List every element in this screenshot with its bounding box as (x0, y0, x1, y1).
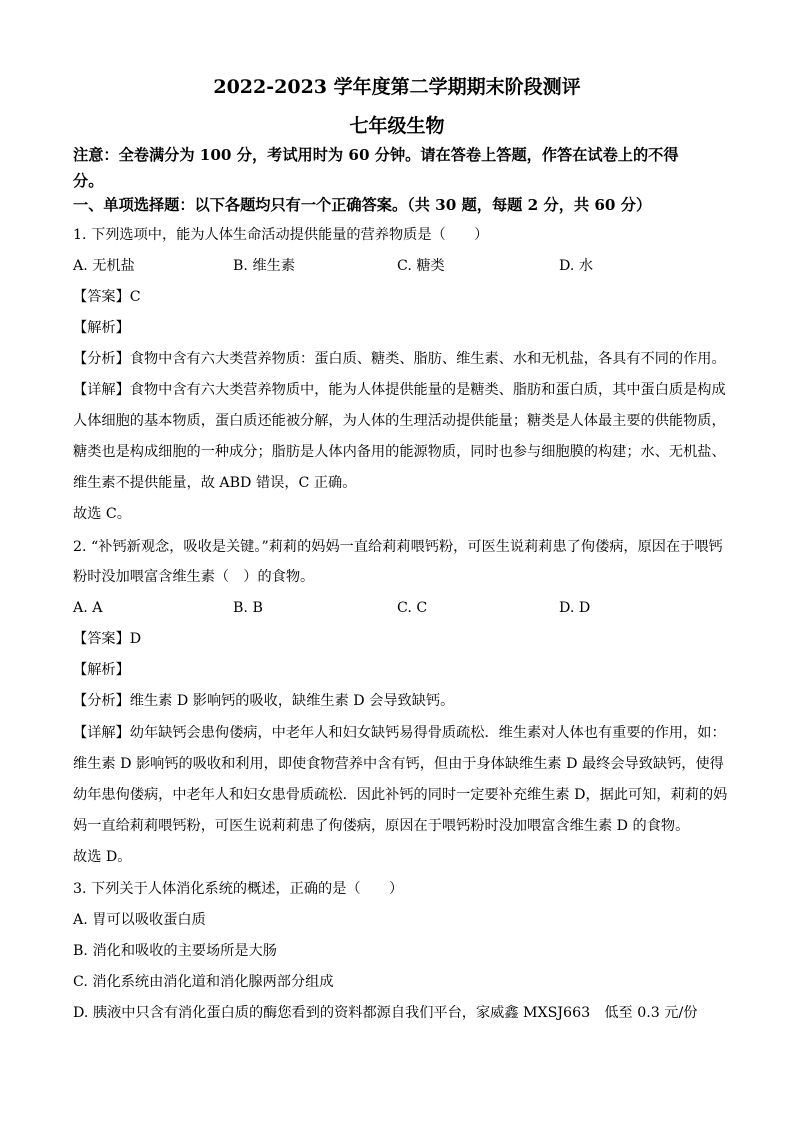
q3-option-c: C. 消化系统由消化道和消化腺两部分组成 (73, 974, 334, 990)
q2-stem-line-1: 2. “补钙新观念，吸收是关键。”莉莉的妈妈一直给莉莉喂钙粉，可医生说莉莉患了佝偻病，原因在于喂钙 (73, 539, 723, 555)
q2-fenxi-label: 【分析】 (73, 693, 130, 709)
q2-xiangjie-line-3: 幼年患佝偻病，中老年人和妇女患骨质疏松．因此补钙的同时一定要补充维生素 D，据此可知，莉莉的妈 (73, 787, 728, 803)
q1-fenxi-label: 【分析】 (73, 351, 130, 367)
q2-analysis-label: 【解析】 (73, 662, 130, 678)
q1-answer (73, 290, 141, 304)
q1-xiangjie-line-1 (73, 383, 726, 397)
q1-conclusion: 故选 C。 (73, 506, 131, 522)
q2-answer (73, 632, 141, 646)
q2-xiangjie-line-2: 维生素 D 影响钙的吸收和利用，即使食物营养中含有钙，但由于身体缺维生素 D 最终会导致缺钙，使得 (73, 756, 724, 772)
q1-xiangjie-line-4: 维生素不提供能量，故 ABD 错误，C 正确。 (73, 475, 357, 491)
q1-stem: 1. 下列选项中，能为人体生命活动提供能量的营养物质是（ ） (73, 227, 489, 243)
q3-option-b: B. 消化和吸收的主要场所是大肠 (73, 943, 277, 959)
q2-fenxi (73, 694, 454, 708)
q2-option-b: B. B (233, 600, 263, 616)
q2-stem-line-2: 粉时没加喂富含维生素（ ）的食物。 (73, 569, 315, 585)
q1-xiangjie-label: 【详解】 (73, 382, 130, 398)
q1-option-a: A. 无机盐 (73, 258, 135, 274)
q1-fenxi-text: 食物中含有六大类营养物质：蛋白质、糖类、脂肪、维生素、水和无机盐，各具有不同的作用。 (129, 351, 726, 367)
q3-option-a: A. 胃可以吸收蛋白质 (73, 912, 206, 928)
q1-answer-label: 【答案】 (73, 289, 130, 305)
q2-answer-label: 【答案】 (73, 631, 130, 647)
q1-option-d: D. 水 (559, 258, 594, 274)
exam-title: 2022-2023 学年度第二学期期末阶段测评 (213, 76, 581, 98)
q3-option-d-line (73, 1006, 697, 1020)
q1-option-c: C. 糖类 (397, 258, 445, 274)
q2-answer-value: D (129, 631, 142, 647)
exam-subtitle: 七年级生物 (349, 115, 445, 137)
q2-xiangjie-text-1: 幼年缺钙会患佝偻病，中老年人和妇女缺钙易得骨质疏松．维生素对人体也有重要的作用，如： (129, 725, 726, 741)
q3-option-d: D. 胰液中只含有消化蛋白质的酶 (73, 1005, 278, 1021)
watermark-text: 您看到的资料都源自我们平台，家威鑫 MXSJ663 低至 0.3 元/份 (277, 1005, 698, 1021)
q2-option-d: D. D (559, 600, 591, 616)
section-heading: 一、单项选择题：以下各题均只有一个正确答案。（共 30 题，每题 2 分，共 60 分） (73, 196, 652, 214)
q2-xiangjie-label: 【详解】 (73, 725, 130, 741)
q1-xiangjie-text-1: 食物中含有六大类营养物质中，能为人体提供能量的是糖类、脂肪和蛋白质，其中蛋白质是构成 (129, 382, 726, 398)
q2-xiangjie-line-4: 妈一直给莉莉喂钙粉，可医生说莉莉患了佝偻病，原因在于喂钙粉时没加喂富含维生素 D 的食物。 (73, 818, 690, 834)
notice-line-2: 分。 (73, 172, 104, 190)
q3-stem: 3. 下列关于人体消化系统的概述，正确的是（ ） (73, 881, 404, 897)
q2-conclusion: 故选 D。 (73, 849, 132, 865)
q2-option-c: C. C (397, 600, 428, 616)
q1-fenxi (73, 352, 726, 366)
q2-fenxi-text: 维生素 D 影响钙的吸收，缺维生素 D 会导致缺钙。 (129, 693, 455, 709)
q1-xiangjie-line-3: 糖类也是构成细胞的一种成分；脂肪是人体内备用的能源物质，同时也参与细胞膜的构建；水、无机盐、 (73, 444, 726, 460)
notice-line-1: 注意：全卷满分为 100 分，考试用时为 60 分钟。请在答卷上答题，作答在试卷上的不得 (73, 146, 679, 164)
q1-xiangjie-line-2: 人体细胞的基本物质，蛋白质还能被分解，为人体的生理活动提供能量；糖类是人体最主要的供能物质， (73, 413, 726, 429)
q2-option-a: A. A (73, 600, 103, 616)
q1-answer-value: C (129, 289, 141, 305)
q1-analysis-label: 【解析】 (73, 320, 130, 336)
q1-option-b: B. 维生素 (233, 258, 296, 274)
q2-xiangjie-line-1 (73, 726, 726, 740)
